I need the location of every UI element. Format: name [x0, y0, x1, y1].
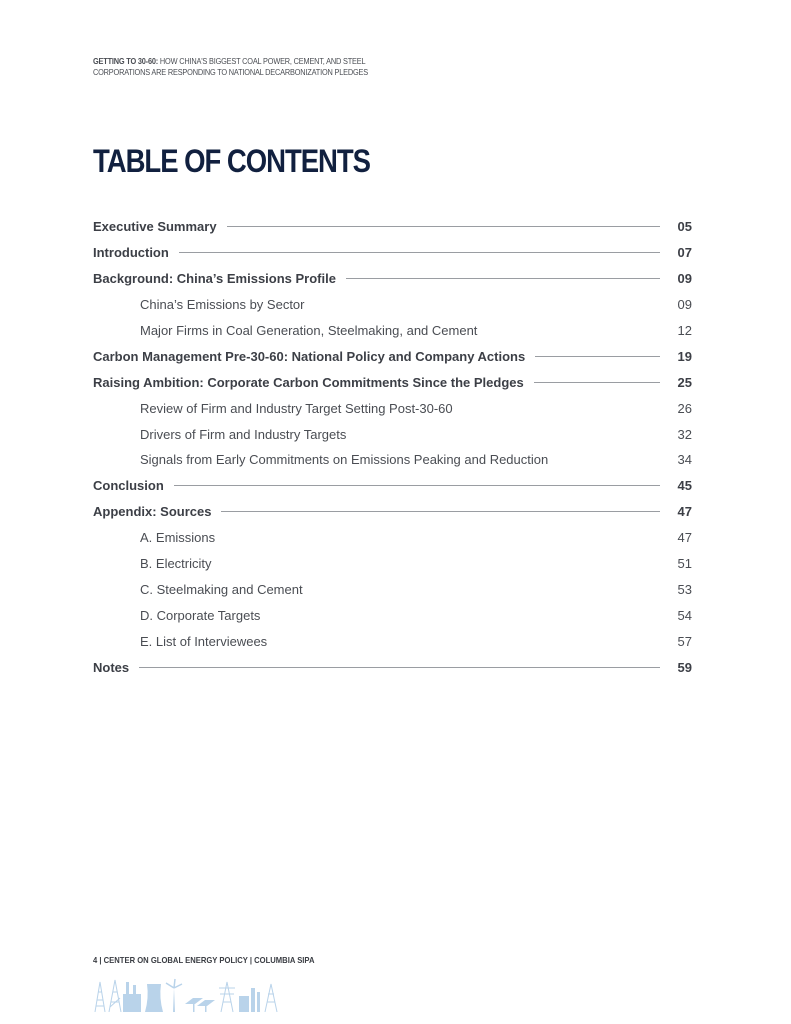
- toc-entry-label: C. Steelmaking and Cement: [140, 581, 303, 597]
- toc-entry-label: Major Firms in Coal Generation, Steelmaking, and Cement: [140, 323, 478, 338]
- toc-entry-label: Carbon Management Pre-30-60: National Policy and Company Actions: [93, 348, 526, 364]
- running-header-line-1: [93, 56, 424, 67]
- toc-page-number: 12: [677, 323, 692, 338]
- toc-leader-line: [535, 356, 660, 357]
- toc-subentry[interactable]: [93, 525, 692, 551]
- toc-subentry[interactable]: [93, 447, 692, 473]
- toc-entry-label: Appendix: Sources: [93, 504, 212, 520]
- toc-leader-line: [534, 382, 660, 383]
- toc-page-number: 32: [677, 426, 692, 442]
- toc-leader-line: [179, 252, 660, 253]
- toc-subentry[interactable]: [93, 318, 692, 344]
- toc-page-number: 54: [677, 607, 692, 623]
- toc-page-number: 51: [677, 556, 692, 572]
- toc-subentry[interactable]: [93, 395, 692, 421]
- toc-entry-label: A. Emissions: [140, 530, 216, 546]
- toc-entry[interactable]: [93, 214, 692, 240]
- running-header-line-2: CORPORATIONS ARE RESPONDING TO NATIONAL DECARBONIZATION PLEDGES: [93, 68, 368, 77]
- toc-page-number: 59: [677, 659, 692, 675]
- toc-entry-label: Raising Ambition: Corporate Carbon Commitments Since the Pledges: [93, 374, 524, 390]
- toc-leader-line: [139, 667, 660, 668]
- toc-page-number: 47: [677, 530, 692, 546]
- toc-leader-line: [221, 511, 660, 512]
- toc-page-number: 53: [677, 581, 692, 597]
- toc-entry-label: B. Electricity: [140, 556, 212, 572]
- toc-page-number: 26: [677, 400, 692, 416]
- toc-entry-label: Drivers of Firm and Industry Targets: [140, 426, 347, 442]
- toc-page-number: 45: [677, 478, 692, 494]
- toc-subentry[interactable]: [93, 421, 692, 447]
- toc-entry-label: Notes: [93, 659, 130, 675]
- toc-subentry[interactable]: [93, 551, 692, 577]
- toc-entry[interactable]: [93, 343, 692, 369]
- toc-subentry[interactable]: [93, 292, 692, 318]
- toc-page-number: 09: [677, 271, 692, 287]
- toc-entry-label: E. List of Interviewees: [140, 633, 268, 649]
- footer-text: 4 | CENTER ON GLOBAL ENERGY POLICY | COLUMBIA SIPA: [93, 955, 315, 965]
- running-header-rest: HOW CHINA'S BIGGEST COAL POWER, CEMENT, AND STEEL: [159, 57, 366, 66]
- toc-entry[interactable]: [93, 266, 692, 292]
- toc-entry[interactable]: [93, 240, 692, 266]
- toc-entry[interactable]: [93, 499, 692, 525]
- toc-page-number: 57: [677, 633, 692, 649]
- toc-entry-label: China’s Emissions by Sector: [140, 297, 305, 313]
- running-header-bold: GETTING TO 30-60:: [93, 57, 159, 66]
- toc-entry[interactable]: [93, 369, 692, 395]
- toc-entry-label: Review of Firm and Industry Target Setting Post-30-60: [140, 400, 453, 416]
- energy-skyline-icon: [93, 976, 279, 1012]
- toc-subentry[interactable]: [93, 602, 692, 628]
- toc-subentry[interactable]: [93, 628, 692, 654]
- toc-page-number: 09: [677, 297, 692, 313]
- toc-entry-label: Background: China’s Emissions Profile: [93, 271, 336, 287]
- toc-entry-label: Signals from Early Commitments on Emissions Peaking and Reduction: [140, 452, 549, 468]
- toc-entry-label: D. Corporate Targets: [140, 607, 261, 623]
- toc-page-number: 07: [677, 245, 692, 261]
- running-header: [93, 56, 424, 78]
- table-of-contents: [93, 214, 692, 680]
- toc-page-number: 34: [677, 452, 692, 468]
- toc-entry-label: Conclusion: [93, 478, 164, 494]
- toc-entry-label: Executive Summary: [93, 219, 217, 235]
- toc-leader-line: [174, 485, 660, 486]
- page-title: TABLE OF CONTENTS: [93, 143, 371, 179]
- toc-entry[interactable]: [93, 473, 692, 499]
- toc-page-number: 47: [677, 504, 692, 520]
- toc-subentry[interactable]: [93, 576, 692, 602]
- toc-page-number: 05: [677, 219, 692, 235]
- toc-leader-line: [227, 226, 660, 227]
- toc-entry-label: Introduction: [93, 245, 169, 261]
- toc-leader-line: [346, 278, 660, 279]
- toc-entry[interactable]: [93, 654, 692, 680]
- toc-page-number: 19: [677, 348, 692, 364]
- toc-page-number: 25: [677, 374, 692, 390]
